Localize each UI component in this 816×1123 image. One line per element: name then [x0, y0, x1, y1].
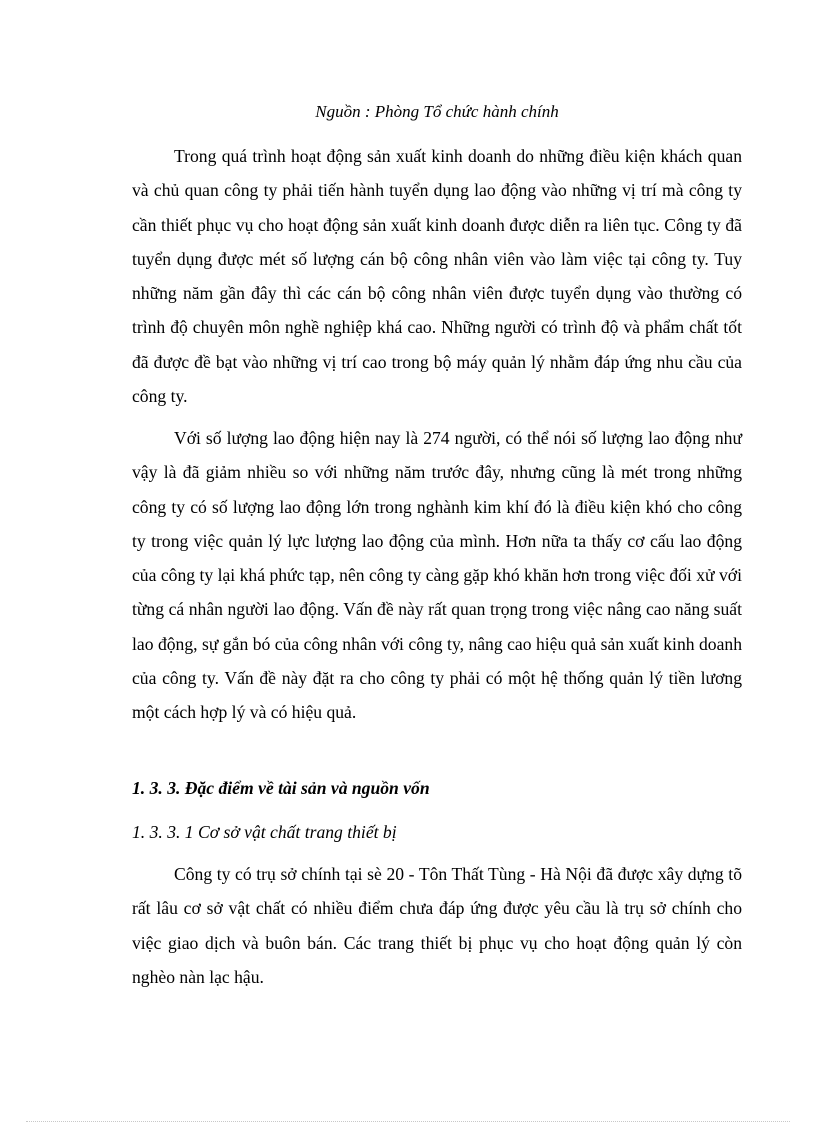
paragraph-facilities: Công ty có trụ sở chính tại sè 20 - Tôn Thất Tùng - Hà Nội đã được xây dựng tõ rất lâu cơ sở vật chất có nhiều điểm chưa đáp ứng được yêu cầu là trụ sở chính cho việc giao dịch và buôn bán. Các trang thiết bị phục vụ cho hoạt động quản lý còn nghèo nàn lạc hậu. [132, 864, 742, 987]
page-bottom-rule [26, 1121, 790, 1122]
subsection-heading: 1. 3. 3. 1 Cơ sở vật chất trang thiết bị [132, 822, 397, 842]
paragraph-workforce: Với số lượng lao động hiện nay là 274 người, có thể nói số lượng lao động như vậy là đã giảm nhiều so với những năm trước đây, nhưng cũng là mét trong những công ty có số lượng lao động lớn trong nghành kim khí đó là điều kiện khó cho công ty trong việc quản lý lực lượng lao động của mình. Hơn nữa ta thấy cơ cấu lao động của công ty lại khá phức tạp, nên công ty càng gặp khó khăn hơn trong việc đối xử với từng cá nhân người lao động. Vấn đề này rất quan trọng trong việc nâng cao năng suất lao động, sự gắn bó của công nhân với công ty, nâng cao hiệu quả sản xuất kinh doanh của công ty. Vấn đề này đặt ra cho công ty phải có một hệ thống quản lý tiền lương một cách hợp lý và có hiệu quả. [132, 428, 742, 723]
section-heading: 1. 3. 3. Đặc điểm về tài sản và nguồn vốn [132, 778, 430, 798]
paragraph-recruitment: Trong quá trình hoạt động sản xuất kinh doanh do những điều kiện khách quan và chủ quan công ty phải tiến hành tuyển dụng lao động vào những vị trí mà công ty cần thiết phục vụ cho hoạt động sản xuất kinh doanh được diễn ra liên tục. Công ty đã tuyển dụng được mét số lượng cán bộ công nhân viên vào làm việc tại công ty. Tuy những năm gần đây thì các cán bộ công nhân viên được tuyển dụng vào thường có trình độ chuyên môn nghề nghiệp khá cao. Những người có trình độ và phẩm chất tốt đã được đề bạt vào những vị trí cao trong bộ máy quản lý nhằm đáp ứng nhu cầu của công ty. [132, 146, 742, 407]
source-caption: Nguồn : Phòng Tổ chức hành chính [315, 102, 559, 121]
